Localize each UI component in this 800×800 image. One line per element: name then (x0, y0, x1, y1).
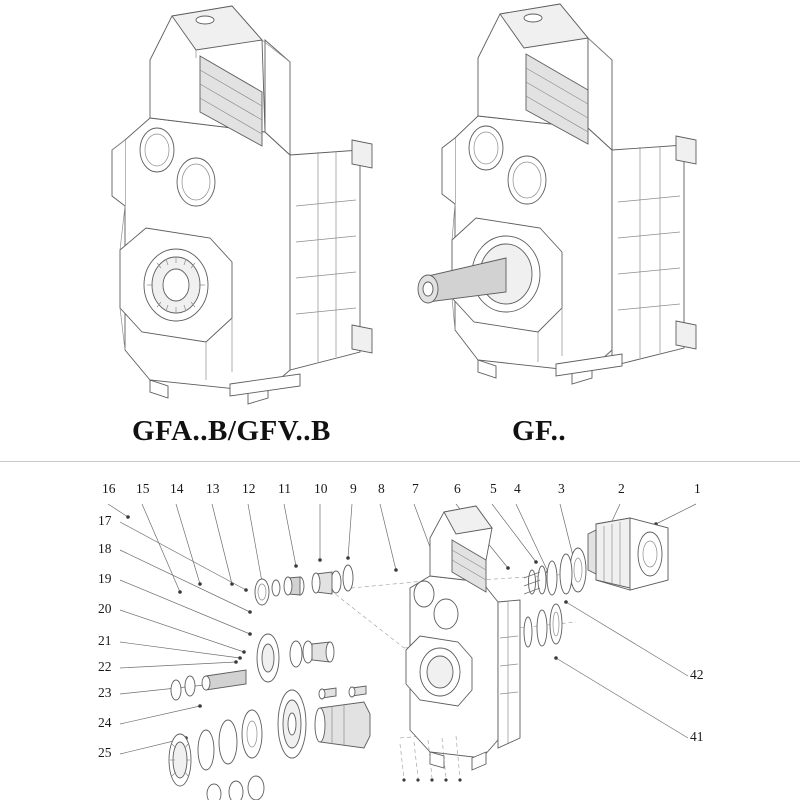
callout-19: 19 (98, 571, 112, 586)
part-shaft-upper (255, 565, 353, 605)
callout-2: 2 (618, 481, 625, 496)
callout-11: 11 (278, 481, 291, 496)
part-gear-large (169, 690, 370, 786)
gear-unit-view-right (418, 4, 696, 384)
callout-14: 14 (170, 481, 184, 496)
caption-left: GFA..B/GFV..B (132, 415, 331, 447)
part-misc-bottom (207, 776, 264, 800)
callout-18: 18 (98, 541, 112, 556)
callout-24: 24 (98, 715, 112, 730)
callout-5: 5 (490, 481, 497, 496)
callout-21: 21 (98, 633, 112, 648)
callout-8: 8 (378, 481, 385, 496)
callout-1: 1 (694, 481, 701, 496)
callout-7: 7 (412, 481, 419, 496)
callout-17: 17 (98, 513, 112, 528)
callout-16: 16 (102, 481, 116, 496)
part-housing (406, 506, 520, 770)
callout-3: 3 (558, 481, 565, 496)
callout-22: 22 (98, 659, 112, 674)
part-gear-middle (171, 634, 334, 700)
callout-10: 10 (314, 481, 328, 496)
callout-23: 23 (98, 685, 112, 700)
callout-13: 13 (206, 481, 220, 496)
caption-right: GF.. (512, 415, 567, 447)
callout-9: 9 (350, 481, 357, 496)
callout-41: 41 (690, 729, 704, 744)
callout-6: 6 (454, 481, 461, 496)
callout-15: 15 (136, 481, 150, 496)
callout-4: 4 (514, 481, 521, 496)
exploded-parts-illustration (0, 462, 800, 800)
callout-12: 12 (242, 481, 256, 496)
callout-25: 25 (98, 745, 112, 760)
exploded-view-section (0, 462, 800, 800)
callout-42: 42 (690, 667, 704, 682)
callout-20: 20 (98, 601, 112, 616)
gear-unit-view-left (112, 6, 372, 404)
part-motor-assembly (588, 518, 668, 590)
